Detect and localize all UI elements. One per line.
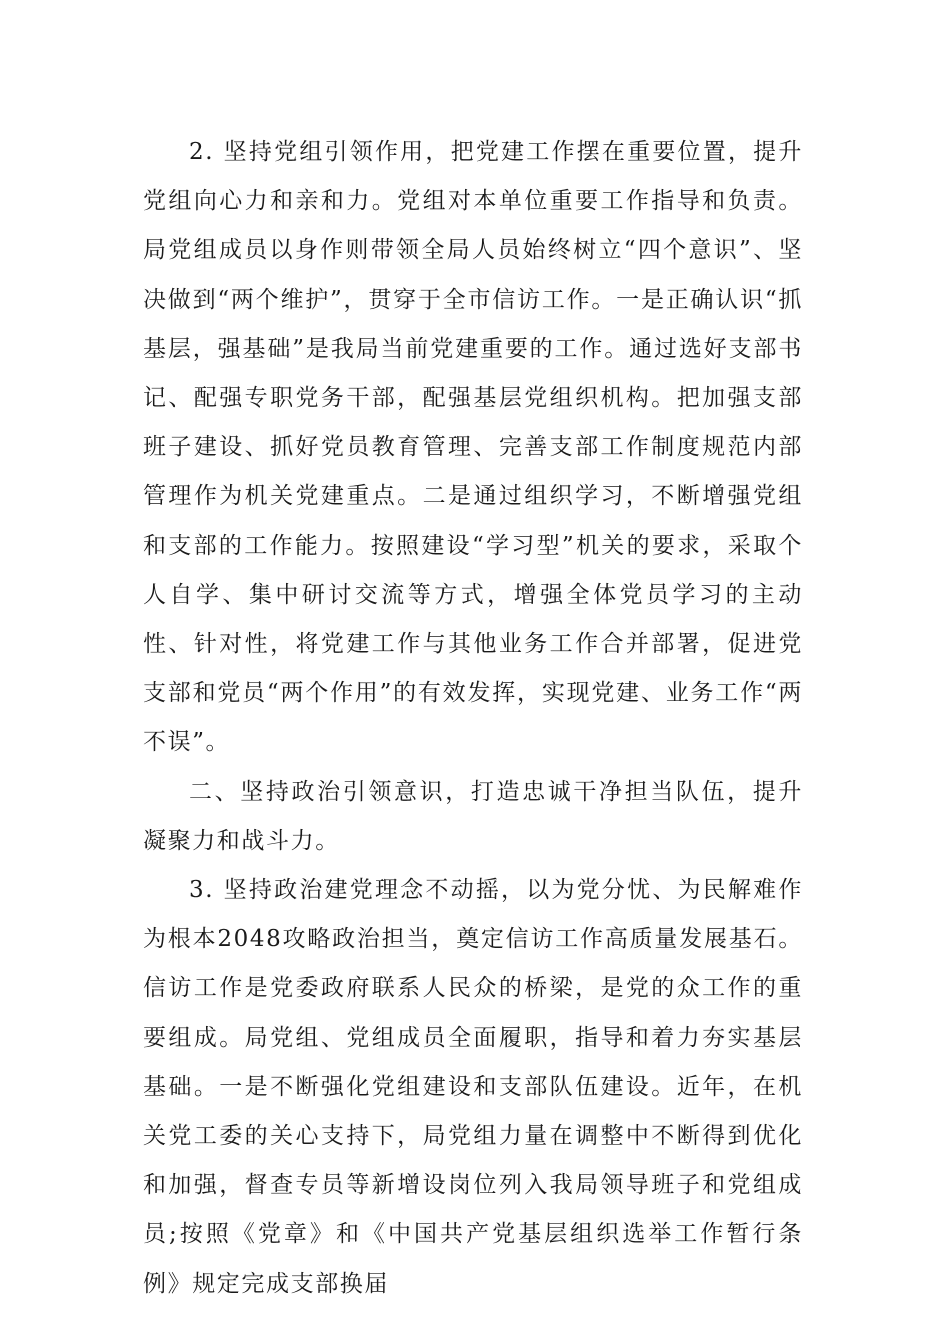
paragraph-political-party-building: 3. 坚持政治建党理念不动摇，以为党分忧、为民解难作为根本2048攻略政治担当，奠定信访工作高质量发展基石。信访工作是党委政府联系人民众的桥梁，是党的众工作的重要组成。局党组、党组成员全面履职，指导和着力夯实基层基础。一是不断强化党组建设和支部队伍建设。近年，在机关党工委的关心支持下，局党组力量在调整中不断得到优化和加强，督查专员等新增设岗位列入我局领导班子和党组成员;按照《党章》和《中国共产党基层组织选举工作暂行条例》规定完成支部换届	[143, 877, 803, 1297]
section-heading-political-guidance: 二、坚持政治引领意识，打造忠诚干净担当队伍，提升凝聚力和战斗力。	[143, 778, 803, 854]
paragraph-party-leadership: 2. 坚持党组引领作用，把党建工作摆在重要位置，提升党组向心力和亲和力。党组对本单位重要工作指导和负责。局党组成员以身作则带领全局人员始终树立“四个意识”、坚决做到“两个维护”，贯穿于全市信访工作。一是正确认识“抓基层，强基础”是我局当前党建重要的工作。通过选好支部书记、配强专职党务干部，配强基层党组织机构。把加强支部班子建设、抓好党员教育管理、完善支部工作制度规范内部管理作为机关党建重点。二是通过组织学习，不断增强党组和支部的工作能力。按照建设“学习型”机关的要求，采取个人自学、集中研讨交流等方式，增强全体党员学习的主动性、针对性，将党建工作与其他业务工作合并部署，促进党支部和党员“两个作用”的有效发挥，实现党建、业务工作“两不误”。	[143, 139, 803, 756]
document-body	[143, 128, 803, 1309]
